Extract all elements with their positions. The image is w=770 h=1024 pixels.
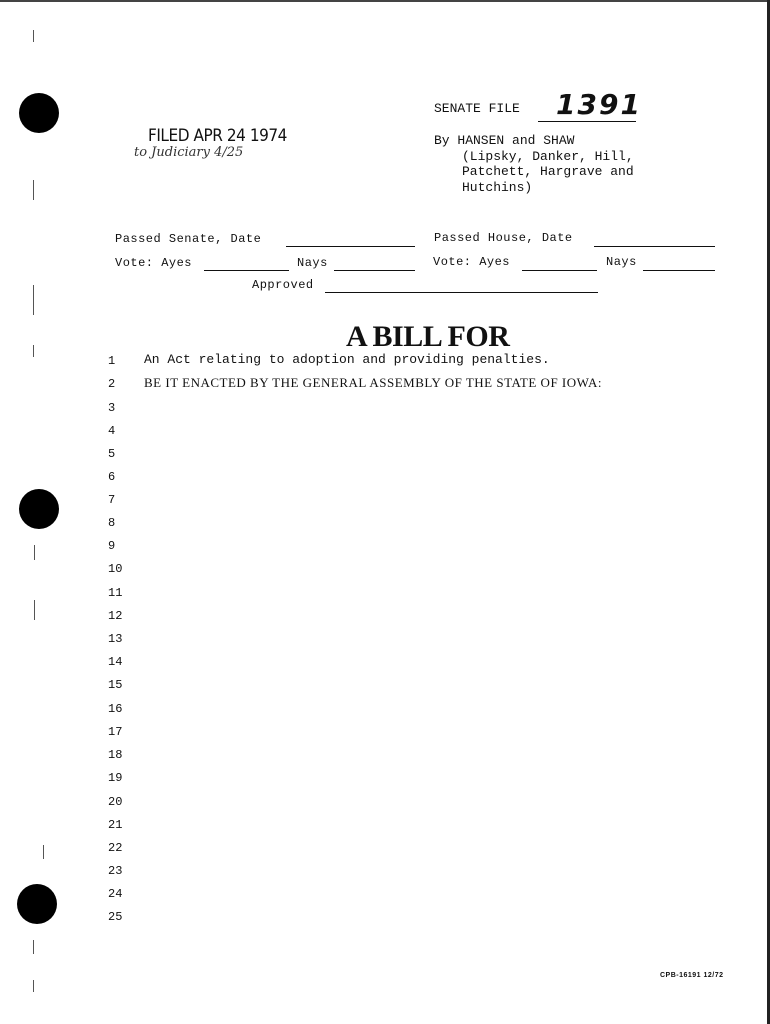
margin-mark (33, 980, 34, 992)
line-number: 11 (108, 586, 123, 600)
line-number: 15 (108, 678, 123, 692)
approved-label: Approved (252, 278, 314, 292)
passed-senate-date-blank[interactable] (286, 246, 415, 247)
line-number: 23 (108, 864, 123, 878)
line-number: 19 (108, 771, 123, 785)
sponsors-line: Hutchins) (462, 179, 533, 195)
house-vote-ayes-label: Vote: Ayes (433, 255, 511, 269)
margin-mark (33, 940, 34, 954)
line-number: 4 (108, 424, 116, 438)
margin-mark (34, 545, 35, 560)
handwritten-referral: to Judiciary 4/25 (134, 145, 244, 160)
punch-hole-middle (19, 489, 59, 529)
line-number: 16 (108, 702, 123, 716)
sponsors-lead: By HANSEN and SHAW (434, 133, 575, 148)
line-number: 22 (108, 841, 123, 855)
house-nays-blank[interactable] (643, 270, 715, 271)
line-number: 8 (108, 516, 116, 530)
line-number: 5 (108, 447, 116, 461)
line-number: 25 (108, 910, 123, 924)
margin-mark (33, 285, 34, 315)
line-number: 24 (108, 887, 123, 901)
margin-mark (43, 845, 44, 859)
passed-senate-label: Passed Senate, Date (115, 232, 262, 246)
line-number: 2 (108, 377, 116, 391)
line-number: 6 (108, 470, 116, 484)
passed-house-label: Passed House, Date (434, 231, 573, 245)
line-number: 7 (108, 493, 116, 507)
senate-nays-label: Nays (297, 256, 328, 270)
bill-title: A BILL FOR (346, 320, 510, 353)
line-number: 3 (108, 401, 116, 415)
margin-mark (33, 180, 34, 200)
line-number: 10 (108, 562, 123, 576)
senate-vote-ayes-label: Vote: Ayes (115, 256, 193, 270)
sponsors (434, 133, 634, 195)
senate-ayes-blank[interactable] (204, 270, 289, 271)
page-edge-top (0, 0, 770, 2)
bill-line-1: An Act relating to adoption and providing penalties. (144, 352, 550, 367)
line-number: 17 (108, 725, 123, 739)
bill-line-2: BE IT ENACTED BY THE GENERAL ASSEMBLY OF THE STATE OF IOWA: (144, 375, 602, 390)
senate-file-label: SENATE FILE (434, 101, 520, 116)
approved-blank[interactable] (325, 292, 598, 293)
house-nays-label: Nays (606, 255, 637, 269)
line-number: 20 (108, 795, 123, 809)
form-code: CPB-16191 12/72 (660, 972, 724, 979)
line-number: 9 (108, 539, 116, 553)
margin-mark (33, 345, 34, 357)
sponsors-line: (Lipsky, Danker, Hill, (462, 148, 634, 164)
senate-file-number: 1391 (556, 88, 642, 121)
punch-hole-bottom (17, 884, 57, 924)
house-ayes-blank[interactable] (522, 270, 597, 271)
line-number: 1 (108, 354, 116, 368)
line-number: 13 (108, 632, 123, 646)
margin-mark (33, 30, 34, 42)
sponsors-line: Patchett, Hargrave and (462, 164, 634, 179)
senate-file-underline (538, 121, 636, 122)
passed-house-date-blank[interactable] (594, 246, 715, 247)
margin-mark (34, 600, 35, 620)
punch-hole-top (19, 93, 59, 133)
line-number: 21 (108, 818, 123, 832)
filed-stamp: FILED APR 24 1974 (148, 126, 287, 146)
senate-nays-blank[interactable] (334, 270, 415, 271)
line-number: 18 (108, 748, 123, 762)
line-number: 12 (108, 609, 123, 623)
line-number: 14 (108, 655, 123, 669)
